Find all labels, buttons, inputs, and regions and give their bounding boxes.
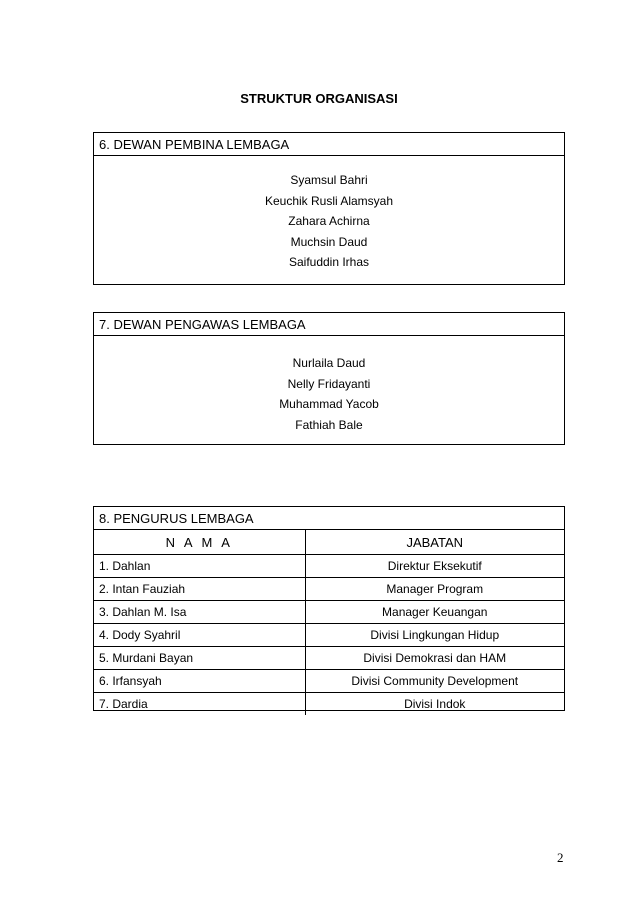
page-title: STRUKTUR ORGANISASI xyxy=(240,91,398,106)
nama-cell: 5. Murdani Bayan xyxy=(94,647,305,670)
member-name: Syamsul Bahri xyxy=(290,173,368,187)
jabatan-cell: Divisi Community Development xyxy=(305,670,564,693)
nama-cell: 1. Dahlan xyxy=(94,555,305,578)
member-name: Keuchik Rusli Alamsyah xyxy=(264,193,394,208)
dewan-pembina-list xyxy=(94,156,564,273)
jabatan-cell: Direktur Eksekutif xyxy=(305,555,564,578)
member-name: Saifuddin Irhas xyxy=(288,255,370,270)
member-name: Fathiah Bale xyxy=(295,417,363,432)
column-header-nama: N A M A xyxy=(165,534,233,550)
jabatan-cell: Divisi Indok xyxy=(305,693,564,716)
table-header-row xyxy=(94,530,564,555)
member-name: Nelly Fridayanti xyxy=(287,376,371,391)
column-header-jabatan: JABATAN xyxy=(305,530,564,555)
member-name: Muhammad Yacob xyxy=(279,397,379,412)
dewan-pengawas-section xyxy=(93,312,565,445)
nama-cell: 3. Dahlan M. Isa xyxy=(94,601,305,624)
pengurus-heading: 8. PENGURUS LEMBAGA xyxy=(94,507,564,530)
member-name: Zahara Achirna xyxy=(288,214,370,229)
page-number: 2 xyxy=(557,850,564,865)
table-row xyxy=(94,601,564,624)
nama-cell: 2. Intan Fauziah xyxy=(94,578,305,601)
table-row xyxy=(94,624,564,647)
jabatan-cell: Manager Program xyxy=(305,578,564,601)
nama-cell: 4. Dody Syahril xyxy=(94,624,305,647)
pengurus-section xyxy=(93,506,565,711)
nama-cell: 7. Dardia xyxy=(94,693,305,716)
pengurus-table xyxy=(94,530,564,715)
jabatan-cell: Divisi Demokrasi dan HAM xyxy=(305,647,564,670)
jabatan-cell: Manager Keuangan xyxy=(305,601,564,624)
jabatan-cell: Divisi Lingkungan Hidup xyxy=(305,624,564,647)
dewan-pembina-heading: 6. DEWAN PEMBINA LEMBAGA xyxy=(94,133,564,156)
table-row xyxy=(94,647,564,670)
table-row xyxy=(94,693,564,716)
dewan-pembina-section xyxy=(93,132,565,285)
dewan-pengawas-list xyxy=(94,336,564,435)
table-row xyxy=(94,670,564,693)
dewan-pengawas-heading: 7. DEWAN PENGAWAS LEMBAGA xyxy=(94,313,564,336)
member-name: Nurlaila Daud xyxy=(292,356,366,370)
table-row xyxy=(94,555,564,578)
table-row xyxy=(94,578,564,601)
nama-cell: 6. Irfansyah xyxy=(94,670,305,693)
member-name: Muchsin Daud xyxy=(290,234,368,249)
